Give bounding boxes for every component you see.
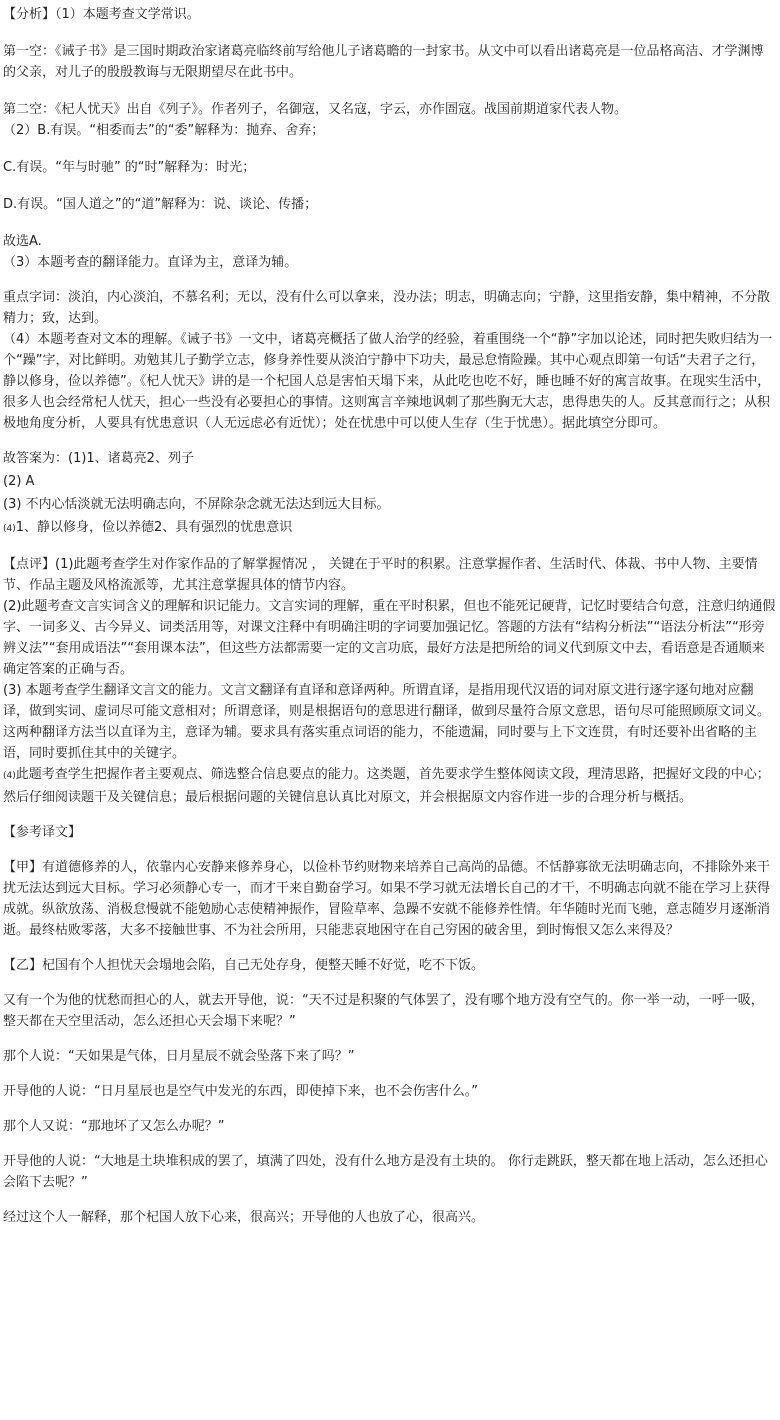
comment-paragraph: (2)此题考查文言实词含义的理解和识记能力。文言实词的理解，重在平时积累，但也不能死记硬背，记忆时要结合句意，注意归纳通假字、一词多义、古今异义、词类活用等，对课文注释中有明确注明的字词要加强记忆。答题的方法有“结构分析法”“语法分析法”“形旁辨义法”“套用成语法”“套用课本法”，但这些方法都需要一定的文言功底，最好方法是把所给的词义代到原文中去，看语意是否通顺来确定答案的正确与否。 [3,599,776,677]
analysis-paragraph: （4）本题考查对文本的理解。《诫子书》一文中，诸葛亮概括了做人治学的经验，着重围绕一个“静”字加以论述，同时把失败归结为一个“躁”字，对比鲜明。劝勉其儿子勤学立志，修身养性要从淡泊宁静中下功夫，最忌怠惰险躁。其中心观点即第一句话“夫君子之行，静以修身，俭以养德”。《杞人忧天》讲的是一个杞国人总是害怕天塌下来，从此吃也吃不好，睡也睡不好的寓言故事。在现实生活中，很多人也会经常杞人忧天，担心一些没有必要担心的事情。这则寓言辛辣地讽刺了那些胸无大志，患得患失的人。反其意而行之；从积极地角度分析，人要具有忧患意识（人无远虑必有近忧）；处在忧患中可以使人生存（生于忧患）。据此填空分即可。 [3,332,773,431]
answer-text: 1、静以修身，俭以养德2、具有强烈的忧患意识 [15,520,293,535]
translation-paragraph: 开导他的人说：“日月星辰也是空气中发光的东西，即使掉下来，也不会伤害什么。” [3,1084,478,1099]
comment-paragraph [3,764,776,808]
analysis-paragraph: 重点字词：淡泊，内心淡泊，不慕名利；无以，没有什么可以拿来，没办法；明志，明确志向；宁静，这里指安静，集中精神，不分散精力；致，达到。 [3,290,771,326]
answer-line: (2) A [3,474,35,489]
analysis-paragraph: 第一空：《诫子书》是三国时期政治家诸葛亮临终前写给他儿子诸葛瞻的一封家书。从文中可以看出诸葛亮是一位品格高洁、才学渊博的父亲，对儿子的殷殷教诲与无限期望尽在此书中。 [3,44,764,80]
translation-paragraph: 【乙】杞国有个人担忧天会塌地会陷，自己无处存身，便整天睡不好觉，吃不下饭。 [3,958,485,973]
translation-paragraph: 【甲】有道德修养的人，依靠内心安静来修养身心，以俭朴节约财物来培养自己高尚的品德。不恬静寡欲无法明确志向，不排除外来干扰无法达到远大目标。学习必须静心专一，而才干来自勤奋学习。如果不学习就无法增长自己的才干，不明确志向就不能在学习上获得成就。纵欲放荡、消极怠慢就不能勉励心志使精神振作，冒险草率、急躁不安就不能修养性情。年华随时光而飞驰，意志随岁月逐渐消逝。最终枯败零落，大多不接触世事、不为社会所用，只能悲哀地困守在自己穷困的破舍里，到时悔恨又怎么来得及？ [3,860,771,938]
answer-line: 故答案为：(1)1、诸葛亮2、列子 [3,451,194,466]
analysis-paragraph: 第二空：《杞人忧天》出自《列子》。作者列子，名御寇，又名寇，字云，亦作圄寇。战国前期道家代表人物。 [3,102,628,117]
analysis-paragraph: D.有误。“国人道之”的“道”解释为：说、谈论、传播； [3,197,318,212]
translation-paragraph: 那个人又说：“那地坏了又怎么办呢？” [3,1119,225,1134]
analysis-heading: 【分析】（1）本题考查文学常识。 [3,7,200,22]
analysis-paragraph: （3）本题考查的翻译能力。直译为主，意译为辅。 [3,255,298,270]
analysis-paragraph: C.有误。“年与时驰” 的“时”解释为：时光； [3,160,256,175]
analysis-paragraph: 故选A. [3,234,42,249]
translation-paragraph: 那个人说：“天如果是气体，日月星辰不就会坠落下来了吗？” [3,1049,355,1064]
comment-number: (4) [3,771,16,781]
comment-paragraph: 【点评】(1)此题考查学生对作家作品的了解掌握情况 ， 关键在于平时的积累。注意掌握作者、生活时代、体裁、书中人物、主要情节、作品主题及风格流派等，尤其注意掌握具体的情节内容。 [3,557,758,593]
translation-paragraph: 经过这个人一解释，那个杞国人放下心来，很高兴；开导他的人也放了心，很高兴。 [3,1210,485,1225]
translation-heading: 【参考译文】 [3,825,82,840]
translation-paragraph: 开导他的人说：“大地是土块堆积成的罢了，填满了四处，没有什么地方是没有土块的。 你行走跳跃，整天都在地上活动，怎么还担心会陷下去呢？” [3,1154,768,1190]
answer-line: (3) 不内心恬淡就无法明确志向，不屏除杂念就无法达到远大目标。 [3,497,390,512]
analysis-paragraph: （2）B.有误。“相委而去”的“委”解释为：抛弃、舍弃； [3,123,325,138]
comment-paragraph: (3) 本题考查学生翻译文言文的能力。文言文翻译有直译和意译两种。所谓直译，是指用现代汉语的词对原文进行逐字逐句地对应翻译，做到实词、虚词尽可能文意相对；所谓意译，则是根据语句的意思进行翻译，做到尽量符合原文意思，语句尽可能照顾原文词义。这两种翻译方法当以直译为主，意译为辅。要求具有落实重点词语的能力，不能遗漏，同时要与上下文连贯，有时还要补出省略的主语，同时要抓住其中的关键字。 [3,683,771,761]
answer-number: (4) [3,524,16,534]
comment-text: 此题考查学生把握作者主要观点、筛选整合信息要点的能力。这类题，首先要求学生整体阅读文段，理清思路，把握好文段的中心；然后仔细阅读题干及关键信息；最后根据问题的关键信息认真比对原文，并会根据原文内容作进一步的合理分析与概括。 [3,767,770,805]
answer-line [3,517,776,540]
translation-paragraph: 又有一个为他的忧愁而担心的人，就去开导他，说：“天不过是积聚的气体罢了，没有哪个地方没有空气的。你一举一动，一呼一吸，整天都在天空里活动，怎么还担心天会塌下来呢？” [3,993,764,1029]
